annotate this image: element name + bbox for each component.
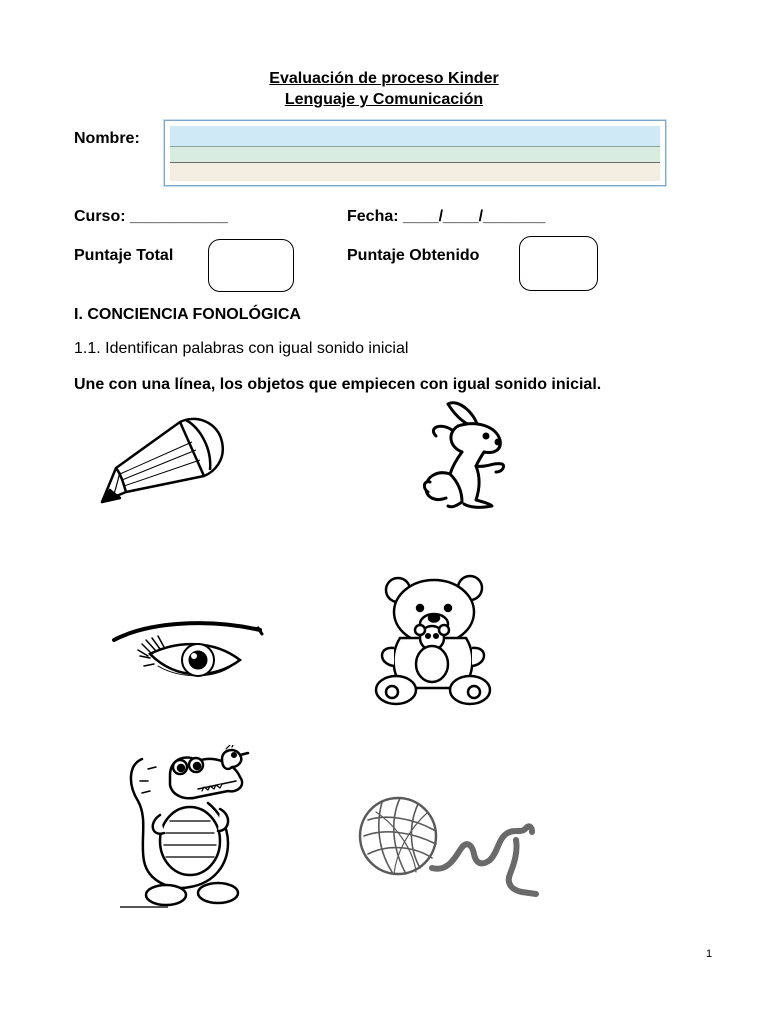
instruction-text: Une con una línea, los objetos que empiecen con igual sonido inicial. <box>74 376 602 393</box>
decorative-line <box>120 906 168 908</box>
eye-drawing[interactable] <box>108 604 268 694</box>
name-label: Nombre: <box>74 130 140 147</box>
name-field-band-middle <box>170 146 660 162</box>
section-subheading: 1.1. Identifican palabras con igual sonido inicial <box>74 340 409 357</box>
date-label: Fecha: ____/____/_______ <box>347 208 546 225</box>
total-score-label: Puntaje Total <box>74 247 174 264</box>
name-field-band-top <box>170 126 660 146</box>
name-field-band-bottom <box>170 162 660 181</box>
pencil-drawing[interactable] <box>96 410 231 510</box>
page-number: 1 <box>706 948 713 960</box>
document-title: Evaluación de proceso Kinder <box>269 70 499 87</box>
course-label: Curso: ___________ <box>74 208 228 225</box>
section-heading: I. CONCIENCIA FONOLÓGICA <box>74 306 301 323</box>
rabbit-drawing[interactable] <box>418 396 513 514</box>
obtained-score-box[interactable] <box>519 236 598 291</box>
crocodile-drawing[interactable] <box>118 745 258 913</box>
yarn-ball-drawing[interactable] <box>356 784 544 898</box>
document-subtitle: Lenguaje y Comunicación <box>284 91 484 108</box>
total-score-box[interactable] <box>208 239 294 292</box>
name-field[interactable] <box>164 120 666 186</box>
teddy-bear-drawing[interactable] <box>372 572 494 710</box>
obtained-score-label: Puntaje Obtenido <box>347 247 480 264</box>
